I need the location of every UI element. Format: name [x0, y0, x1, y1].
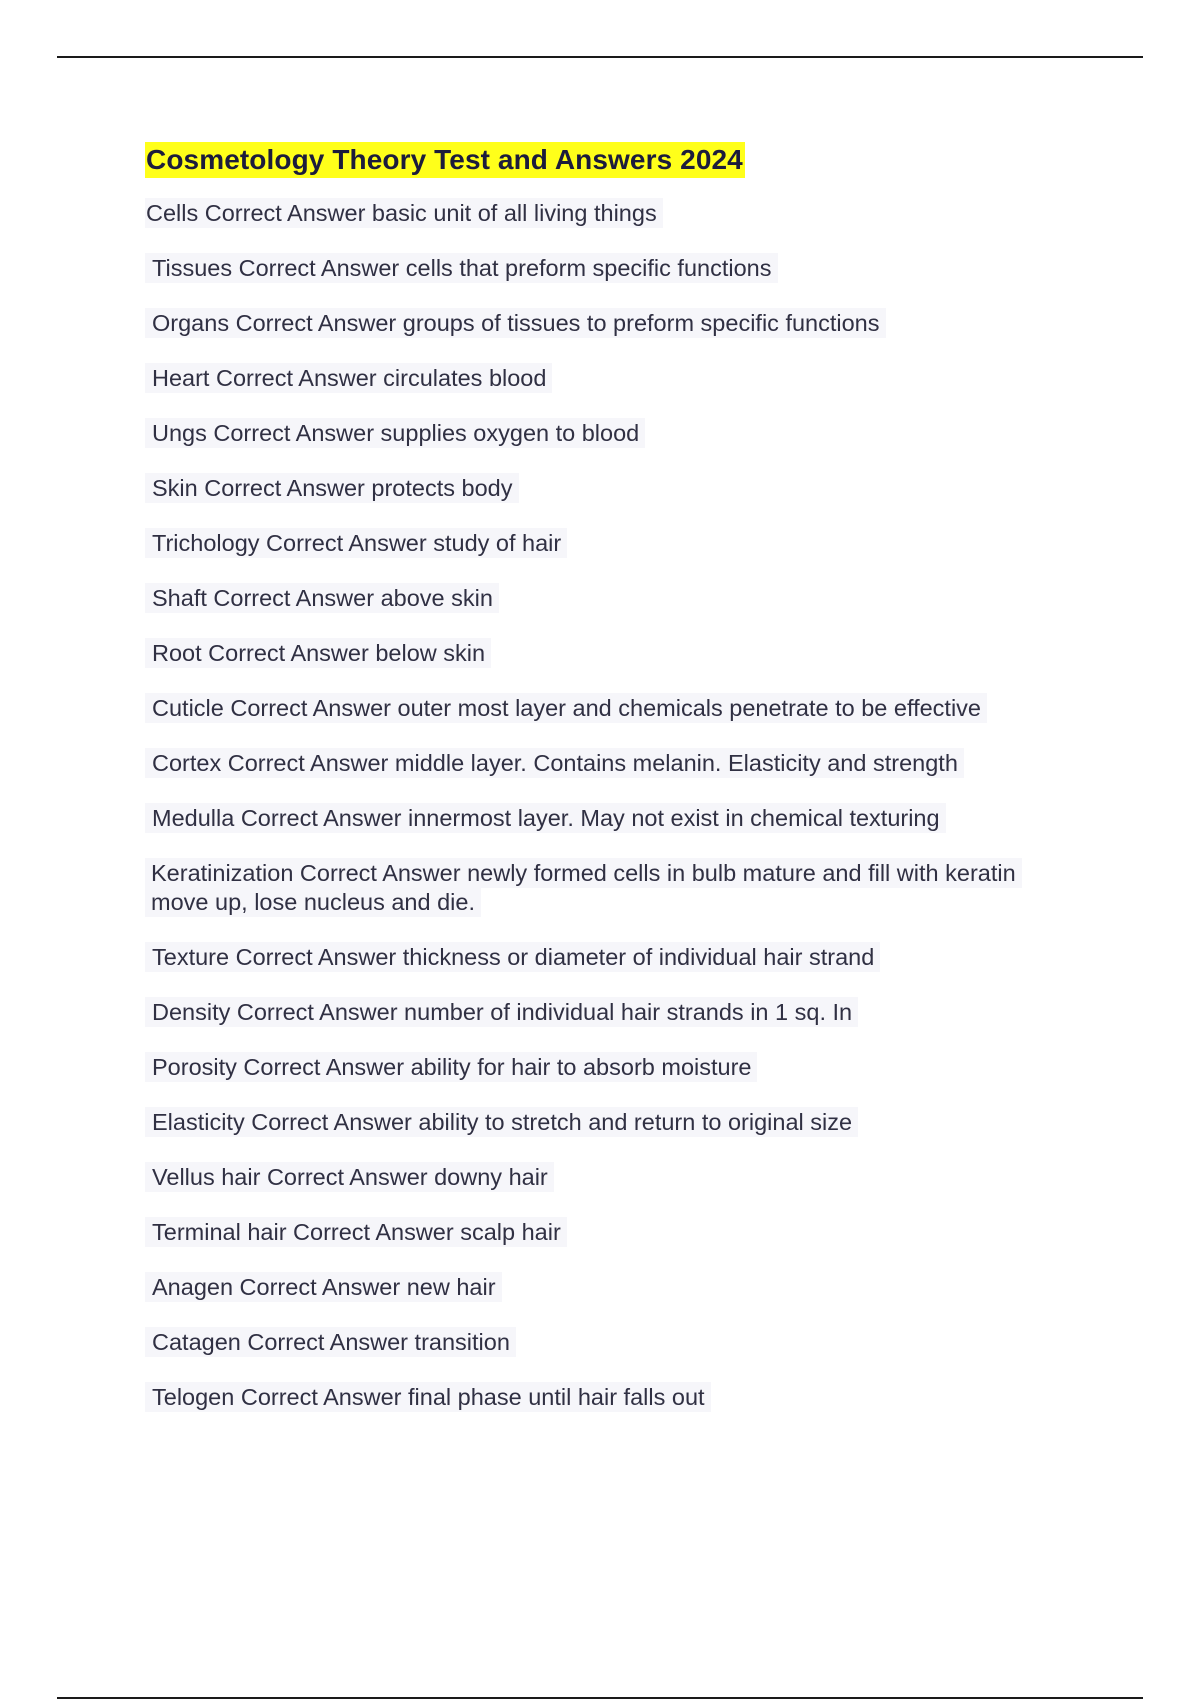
- bottom-rule: [57, 1697, 1143, 1699]
- list-item: Vellus hair Correct Answer downy hair: [145, 1163, 1065, 1192]
- list-item: Terminal hair Correct Answer scalp hair: [145, 1218, 1065, 1247]
- list-item: Tissues Correct Answer cells that preform specific functions: [145, 254, 1065, 283]
- list-item: Keratinization Correct Answer newly formed cells in bulb mature and fill with keratin move up, lose nucleus and die.: [145, 859, 1065, 917]
- list-item: Porosity Correct Answer ability for hair to absorb moisture: [145, 1053, 1065, 1082]
- list-item: Organs Correct Answer groups of tissues to preform specific functions: [145, 309, 1065, 338]
- list-item: Catagen Correct Answer transition: [145, 1328, 1065, 1357]
- list-item: Cells Correct Answer basic unit of all living things: [145, 199, 1065, 228]
- list-item: Ungs Correct Answer supplies oxygen to blood: [145, 419, 1065, 448]
- list-item: Density Correct Answer number of individual hair strands in 1 sq. In: [145, 998, 1065, 1027]
- list-item: Heart Correct Answer circulates blood: [145, 364, 1065, 393]
- list-item: Elasticity Correct Answer ability to stretch and return to original size: [145, 1108, 1065, 1137]
- list-item: Shaft Correct Answer above skin: [145, 584, 1065, 613]
- list-item: Cortex Correct Answer middle layer. Contains melanin. Elasticity and strength: [145, 749, 1065, 778]
- list-item: Telogen Correct Answer final phase until hair falls out: [145, 1383, 1065, 1412]
- list-item: Cuticle Correct Answer outer most layer and chemicals penetrate to be effective: [145, 694, 1065, 723]
- list-item: Root Correct Answer below skin: [145, 639, 1065, 668]
- list-item: Medulla Correct Answer innermost layer. May not exist in chemical texturing: [145, 804, 1065, 833]
- qa-list: [145, 199, 1065, 1412]
- list-item: Trichology Correct Answer study of hair: [145, 529, 1065, 558]
- document-body: [145, 142, 1065, 1438]
- document-title: Cosmetology Theory Test and Answers 2024: [145, 142, 745, 178]
- list-item: Anagen Correct Answer new hair: [145, 1273, 1065, 1302]
- list-item: Texture Correct Answer thickness or diameter of individual hair strand: [145, 943, 1065, 972]
- top-rule: [57, 56, 1143, 58]
- list-item: Skin Correct Answer protects body: [145, 474, 1065, 503]
